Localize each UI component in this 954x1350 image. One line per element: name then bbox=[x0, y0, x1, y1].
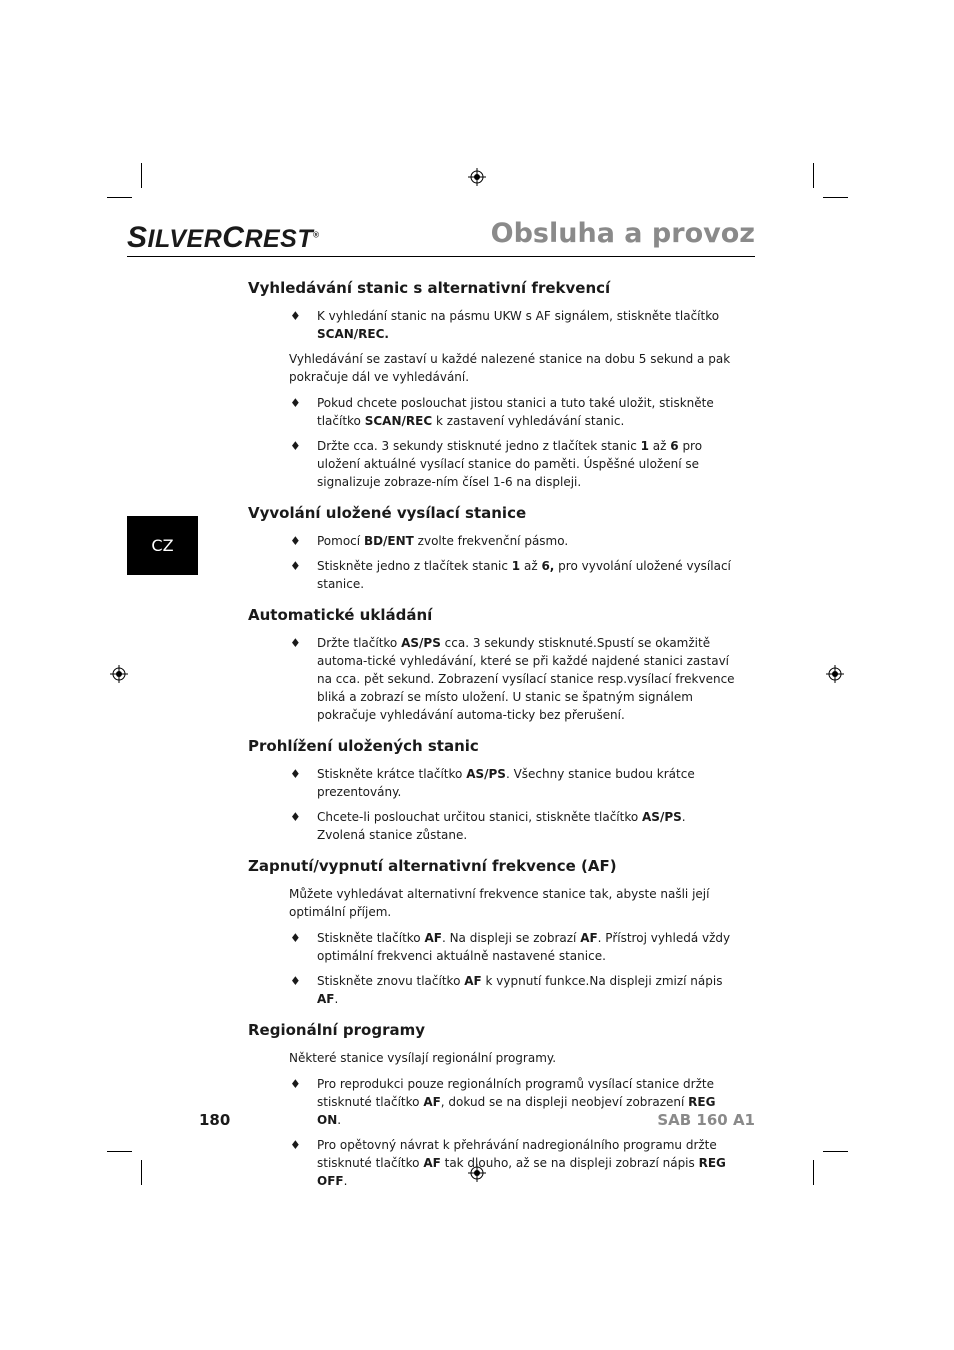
diamond-bullet-icon: ♦ bbox=[290, 974, 301, 988]
crop-mark bbox=[107, 197, 132, 198]
list-item: ♦ Držte tlačítko AS/PS cca. 3 sekundy stisknuté.Spustí se okamžitě automa-tické vyhledávání, které se při každé najdené stanici zastaví na cca. pět sekund. Zobrazení vysílací stanice resp.vysílací frekvence bliká a zobrazí se místo uložení. U stanic se špatným signálem pokračuje vyhledávání automa-ticky bez přerušení. bbox=[290, 636, 735, 722]
diamond-bullet-icon: ♦ bbox=[290, 1077, 301, 1091]
section-heading: Zapnutí/vypnutí alternativní frekvence (AF) bbox=[248, 857, 617, 875]
paragraph: Vyhledávání se zastaví u každé nalezené stanice na dobu 5 sekund a pak pokračuje dál ve vyhledávání. bbox=[289, 352, 731, 384]
crop-mark bbox=[813, 1160, 814, 1185]
section-auto-store bbox=[248, 605, 738, 724]
list-item: ♦ Držte cca. 3 sekundy stisknuté jedno z tlačítek stanic 1 až 6 pro uložení aktuálné vysílací stanice do paměti. Úspěšné uložení se signalizuje zobraze-ním čísel 1-6 na displeji. bbox=[290, 439, 703, 489]
section-heading: Automatické ukládání bbox=[248, 606, 433, 624]
list-item: ♦ Stiskněte znovu tlačítko AF k vypnutí funkce.Na displeji zmizí nápis AF. bbox=[290, 974, 723, 1006]
list-item: ♦ Pokud chcete poslouchat jistou stanici a tuto také uložit, stiskněte tlačítko SCAN/REC k zastavení vyhledávání stanic. bbox=[290, 396, 714, 428]
section-heading: Vyhledávání stanic s alternativní frekvencí bbox=[248, 279, 611, 297]
section-af-toggle bbox=[248, 856, 738, 1008]
list-item: ♦ Pro opětovný návrat k přehrávání nadregionálního programu držte stisknuté tlačítko AF tak dlouho, až se na displeji zobrazí nápis REG OFF. bbox=[290, 1138, 726, 1188]
crop-mark bbox=[141, 163, 142, 188]
list-item: ♦ Stiskněte krátce tlačítko AS/PS. Všechny stanice budou krátce prezentovány. bbox=[290, 767, 695, 799]
crop-mark bbox=[107, 1151, 132, 1152]
section-regional-programs bbox=[248, 1020, 738, 1190]
list-item: ♦ Chcete-li poslouchat určitou stanici, stiskněte tlačítko AS/PS. Zvolená stanice zůstane. bbox=[290, 810, 686, 842]
diamond-bullet-icon: ♦ bbox=[290, 396, 301, 410]
list-item: ♦ Stiskněte jedno z tlačítek stanic 1 až 6, pro vyvolání uložené vysílací stanice. bbox=[290, 559, 731, 591]
list-item: ♦ K vyhledání stanic na pásmu UKW s AF signálem, stiskněte tlačítko SCAN/REC. bbox=[290, 309, 720, 341]
crop-mark bbox=[141, 1160, 142, 1185]
diamond-bullet-icon: ♦ bbox=[290, 931, 301, 945]
diamond-bullet-icon: ♦ bbox=[290, 810, 301, 824]
section-heading: Prohlížení uložených stanic bbox=[248, 737, 479, 755]
list-item: ♦ Stiskněte tlačítko AF. Na displeji se zobrazí AF. Přístroj vyhledá vždy optimální frekvenci aktuálně nastavené stanice. bbox=[290, 931, 731, 963]
language-tab: CZ bbox=[127, 516, 198, 575]
header-rule bbox=[127, 256, 755, 257]
paragraph: Některé stanice vysílají regionální programy. bbox=[289, 1051, 557, 1065]
diamond-bullet-icon: ♦ bbox=[290, 309, 301, 323]
registration-mark-icon bbox=[110, 665, 128, 683]
section-browse-stations bbox=[248, 736, 738, 844]
section-heading: Regionální programy bbox=[248, 1021, 425, 1039]
main-content bbox=[248, 278, 738, 1202]
diamond-bullet-icon: ♦ bbox=[290, 439, 301, 453]
list-item: ♦ Pro reprodukci pouze regionálních programů vysílací stanice držte stisknuté tlačítko AF, dokud se na displeji neobjeví zobrazení REG ON. bbox=[290, 1077, 716, 1127]
crop-mark bbox=[823, 1151, 848, 1152]
diamond-bullet-icon: ♦ bbox=[290, 1138, 301, 1152]
diamond-bullet-icon: ♦ bbox=[290, 559, 301, 573]
paragraph: Můžete vyhledávat alternativní frekvence stanice tak, abyste našli její optimální příjem. bbox=[289, 887, 710, 919]
model-number: SAB 160 A1 bbox=[657, 1111, 755, 1129]
section-af-search bbox=[248, 278, 738, 491]
crop-mark bbox=[813, 163, 814, 188]
registration-mark-icon bbox=[468, 168, 486, 186]
diamond-bullet-icon: ♦ bbox=[290, 534, 301, 548]
crop-mark bbox=[823, 197, 848, 198]
list-item: ♦ Pomocí BD/ENT zvolte frekvenční pásmo. bbox=[290, 534, 569, 548]
brand-logo: SILVERCREST® bbox=[127, 221, 320, 254]
page-title: Obsluha a provoz bbox=[490, 218, 755, 249]
diamond-bullet-icon: ♦ bbox=[290, 636, 301, 650]
section-heading: Vyvolání uložené vysílací stanice bbox=[248, 504, 527, 522]
section-recall-station bbox=[248, 503, 738, 593]
registration-mark-icon bbox=[826, 665, 844, 683]
page-number: 180 bbox=[199, 1111, 231, 1129]
diamond-bullet-icon: ♦ bbox=[290, 767, 301, 781]
